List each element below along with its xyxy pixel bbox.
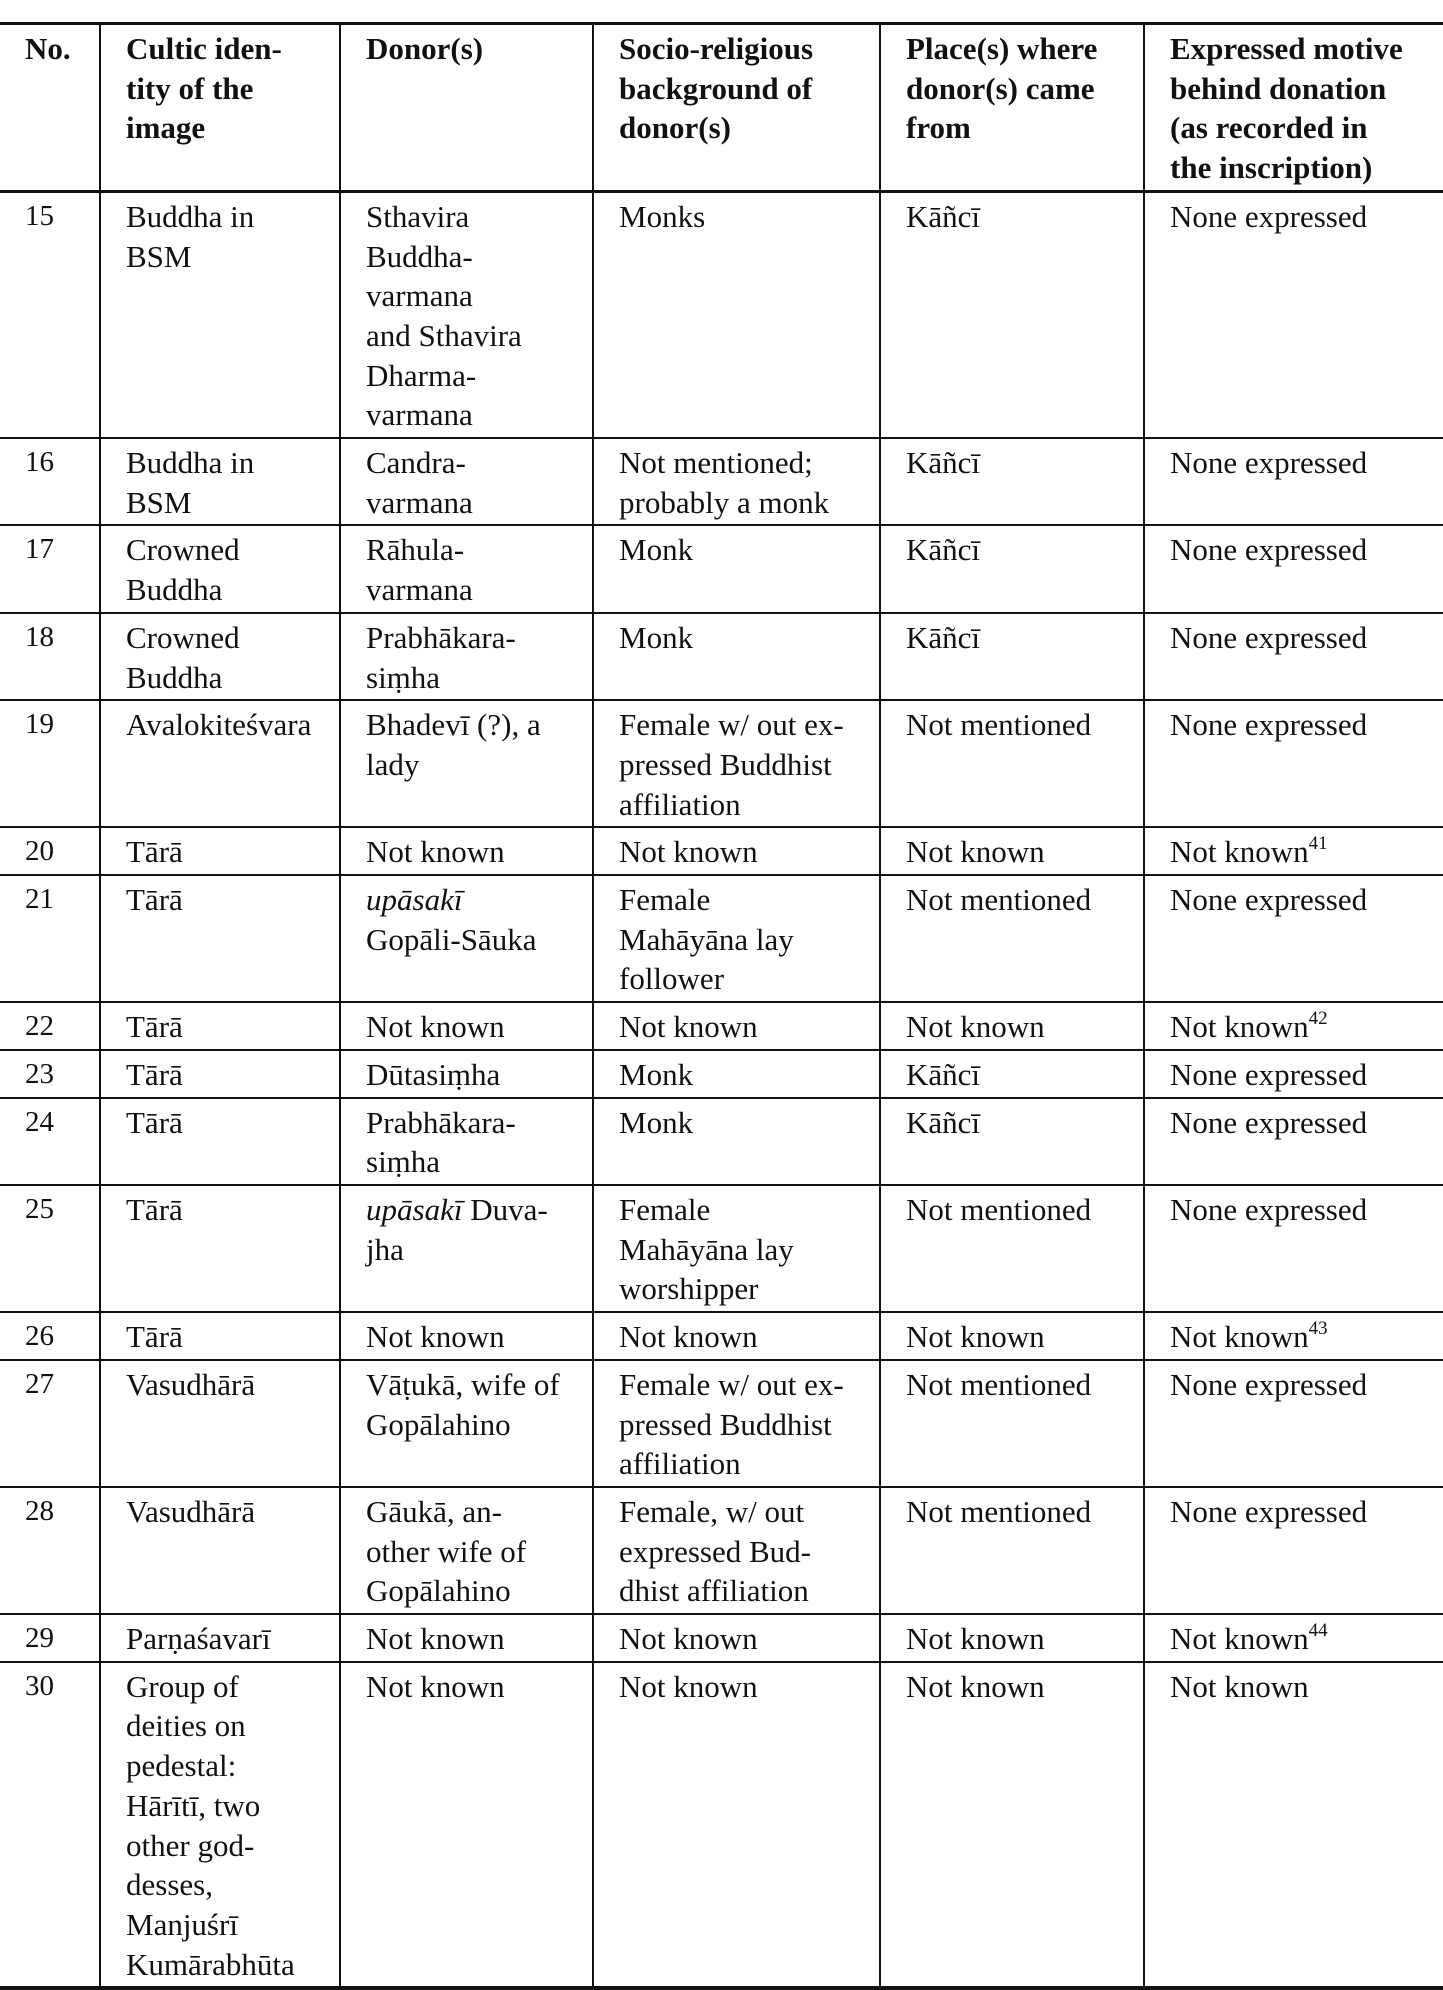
- cell-place: Not known: [880, 1002, 1144, 1050]
- cell-place: Not mentioned: [880, 1360, 1144, 1487]
- table-row: [0, 700, 1443, 827]
- cell-cultic-identity: Tārā: [100, 827, 340, 875]
- footnote-marker[interactable]: 41: [1308, 833, 1328, 855]
- cell-background: Monks: [593, 191, 880, 438]
- donor-title: upāsakī: [366, 1191, 463, 1227]
- cell-donor: [340, 525, 593, 612]
- header-socio-religious-background: Socio-religious background of donor(s): [593, 24, 880, 192]
- motive-text: None expressed: [1170, 1104, 1368, 1140]
- cell-no: 23: [0, 1050, 100, 1098]
- table-row: [0, 1002, 1443, 1050]
- table-row: [0, 1360, 1443, 1487]
- cell-cultic-identity: Crowned Buddha: [100, 613, 340, 700]
- cell-cultic-identity: Tārā: [100, 875, 340, 1002]
- motive-text: Not known: [1170, 1668, 1309, 1704]
- table-row: [0, 191, 1443, 438]
- cell-donor: [340, 1185, 593, 1312]
- table-row: [0, 1098, 1443, 1185]
- cell-place: Kāñcī: [880, 525, 1144, 612]
- donor-name: Gāukā, an- other wife of Gopālahino: [366, 1493, 527, 1609]
- cell-background: Monk: [593, 525, 880, 612]
- cell-place: Not known: [880, 1312, 1144, 1360]
- motive-text: None expressed: [1170, 1191, 1368, 1227]
- table-row: [0, 1185, 1443, 1312]
- cell-donor: [340, 875, 593, 1002]
- cell-motive: [1144, 1487, 1443, 1614]
- cell-no: 15: [0, 191, 100, 438]
- donor-name: Not known: [366, 1319, 505, 1355]
- cell-place: Not mentioned: [880, 700, 1144, 827]
- cell-background: Female Mahāyāna lay follower: [593, 875, 880, 1002]
- cell-place: Kāñcī: [880, 191, 1144, 438]
- table-row: [0, 827, 1443, 875]
- cell-motive: [1144, 613, 1443, 700]
- cell-no: 17: [0, 525, 100, 612]
- cell-background: Female w/ out ex- pressed Buddhist affiliation: [593, 1360, 880, 1487]
- cell-cultic-identity: Tārā: [100, 1050, 340, 1098]
- cell-cultic-identity: Tārā: [100, 1312, 340, 1360]
- motive-text: None expressed: [1170, 445, 1368, 481]
- cell-no: 30: [0, 1662, 100, 1989]
- cell-donor: [340, 700, 593, 827]
- motive-text: Not known: [1170, 1319, 1309, 1355]
- cell-place: Not mentioned: [880, 1185, 1144, 1312]
- cell-place: Not known: [880, 827, 1144, 875]
- header-donors: Donor(s): [340, 24, 593, 192]
- cell-motive: [1144, 700, 1443, 827]
- cell-background: Not known: [593, 1662, 880, 1989]
- cell-no: 29: [0, 1614, 100, 1662]
- cell-place: Not known: [880, 1614, 1144, 1662]
- motive-text: None expressed: [1170, 619, 1368, 655]
- footnote-marker[interactable]: 42: [1308, 1007, 1328, 1029]
- cell-no: 22: [0, 1002, 100, 1050]
- donor-name: Sthavira Buddha- varmana and Sthavira Dharma- varmana: [366, 198, 522, 433]
- cell-motive: [1144, 1360, 1443, 1487]
- motive-text: Not known: [1170, 834, 1309, 870]
- cell-cultic-identity: Parṇaśavarī: [100, 1614, 340, 1662]
- cell-donor: [340, 191, 593, 438]
- cell-background: Not known: [593, 827, 880, 875]
- donor-name: Not known: [366, 1009, 505, 1045]
- cell-no: 24: [0, 1098, 100, 1185]
- cell-donor: [340, 1098, 593, 1185]
- cell-motive: [1144, 1050, 1443, 1098]
- cell-cultic-identity: Vasudhārā: [100, 1360, 340, 1487]
- table-row: [0, 525, 1443, 612]
- header-cultic-identity: Cultic iden- tity of the image: [100, 24, 340, 192]
- cell-background: Monk: [593, 613, 880, 700]
- cell-background: Not known: [593, 1002, 880, 1050]
- donor-name: Rāhula- varmana: [366, 532, 473, 608]
- table-row: [0, 1662, 1443, 1989]
- cell-motive: [1144, 438, 1443, 525]
- table-row: [0, 613, 1443, 700]
- header-place: Place(s) where donor(s) came from: [880, 24, 1144, 192]
- cell-no: 20: [0, 827, 100, 875]
- cell-donor: [340, 1487, 593, 1614]
- cell-no: 16: [0, 438, 100, 525]
- motive-text: None expressed: [1170, 882, 1368, 918]
- cell-donor: [340, 1050, 593, 1098]
- header-no: No.: [0, 24, 100, 192]
- motive-text: Not known: [1170, 1009, 1309, 1045]
- donor-name: Not known: [366, 1621, 505, 1657]
- cell-cultic-identity: Tārā: [100, 1098, 340, 1185]
- donor-name: Not known: [366, 1668, 505, 1704]
- footnote-marker[interactable]: 44: [1308, 1619, 1328, 1641]
- donation-table: [0, 22, 1443, 1990]
- donor-name: Duva- jha: [366, 1191, 548, 1267]
- cell-cultic-identity: Avalokiteśvara: [100, 700, 340, 827]
- cell-no: 26: [0, 1312, 100, 1360]
- cell-cultic-identity: Group of deities on pedestal: Hārītī, two other god- desses, Manjuśrī Kumārabhūta: [100, 1662, 340, 1989]
- cell-no: 19: [0, 700, 100, 827]
- cell-motive: [1144, 1614, 1443, 1662]
- cell-motive: [1144, 1002, 1443, 1050]
- cell-donor: [340, 438, 593, 525]
- table-row: [0, 1614, 1443, 1662]
- cell-motive: [1144, 191, 1443, 438]
- donor-name: Vāṭukā, wife of Gopālahino: [366, 1366, 560, 1442]
- motive-text: None expressed: [1170, 1493, 1368, 1529]
- cell-place: Kāñcī: [880, 438, 1144, 525]
- cell-donor: [340, 1360, 593, 1487]
- cell-background: Female w/ out ex- pressed Buddhist affiliation: [593, 700, 880, 827]
- table-row: [0, 1487, 1443, 1614]
- cell-place: Not known: [880, 1662, 1144, 1989]
- cell-place: Not mentioned: [880, 875, 1144, 1002]
- cell-cultic-identity: Buddha in BSM: [100, 438, 340, 525]
- cell-motive: [1144, 875, 1443, 1002]
- cell-donor: [340, 1662, 593, 1989]
- donor-name: Not known: [366, 834, 505, 870]
- motive-text: None expressed: [1170, 198, 1368, 234]
- cell-no: 28: [0, 1487, 100, 1614]
- cell-cultic-identity: Tārā: [100, 1185, 340, 1312]
- cell-no: 25: [0, 1185, 100, 1312]
- motive-text: None expressed: [1170, 1056, 1368, 1092]
- cell-no: 21: [0, 875, 100, 1002]
- motive-text: None expressed: [1170, 532, 1368, 568]
- table-row: [0, 438, 1443, 525]
- donor-name: Dūtasiṃha: [366, 1056, 501, 1092]
- donor-name: Gopāli-Sāuka: [366, 921, 537, 957]
- cell-place: Kāñcī: [880, 1098, 1144, 1185]
- cell-donor: [340, 613, 593, 700]
- motive-text: None expressed: [1170, 707, 1368, 743]
- header-row: [0, 24, 1443, 192]
- cell-cultic-identity: Crowned Buddha: [100, 525, 340, 612]
- donor-name: Prabhākara- siṃha: [366, 619, 516, 695]
- header-motive: Expressed motive behind donation (as recorded in the inscription): [1144, 24, 1443, 192]
- cell-motive: [1144, 827, 1443, 875]
- donor-name: Prabhākara- siṃha: [366, 1104, 516, 1180]
- cell-motive: [1144, 1662, 1443, 1989]
- cell-background: Monk: [593, 1050, 880, 1098]
- cell-cultic-identity: Buddha in BSM: [100, 191, 340, 438]
- donor-title: upāsakī: [366, 882, 463, 918]
- footnote-marker[interactable]: 43: [1308, 1317, 1328, 1339]
- cell-background: Female Mahāyāna lay worshipper: [593, 1185, 880, 1312]
- table-row: [0, 875, 1443, 1002]
- cell-donor: [340, 1614, 593, 1662]
- motive-text: Not known: [1170, 1621, 1309, 1657]
- cell-motive: [1144, 525, 1443, 612]
- motive-text: None expressed: [1170, 1366, 1368, 1402]
- cell-background: Female, w/ out expressed Bud- dhist affiliation: [593, 1487, 880, 1614]
- cell-place: Not mentioned: [880, 1487, 1144, 1614]
- cell-cultic-identity: Vasudhārā: [100, 1487, 340, 1614]
- cell-no: 27: [0, 1360, 100, 1487]
- cell-donor: [340, 1002, 593, 1050]
- cell-donor: [340, 1312, 593, 1360]
- cell-motive: [1144, 1312, 1443, 1360]
- table-row: [0, 1312, 1443, 1360]
- table-row: [0, 1050, 1443, 1098]
- cell-motive: [1144, 1098, 1443, 1185]
- donor-name: Bhadevī (?), a lady: [366, 707, 541, 782]
- cell-no: 18: [0, 613, 100, 700]
- cell-background: Not known: [593, 1312, 880, 1360]
- cell-background: Not mentioned; probably a monk: [593, 438, 880, 525]
- cell-background: Not known: [593, 1614, 880, 1662]
- cell-background: Monk: [593, 1098, 880, 1185]
- donor-name: Candra- varmana: [366, 445, 473, 520]
- cell-motive: [1144, 1185, 1443, 1312]
- cell-donor: [340, 827, 593, 875]
- cell-place: Kāñcī: [880, 1050, 1144, 1098]
- cell-place: Kāñcī: [880, 613, 1144, 700]
- cell-cultic-identity: Tārā: [100, 1002, 340, 1050]
